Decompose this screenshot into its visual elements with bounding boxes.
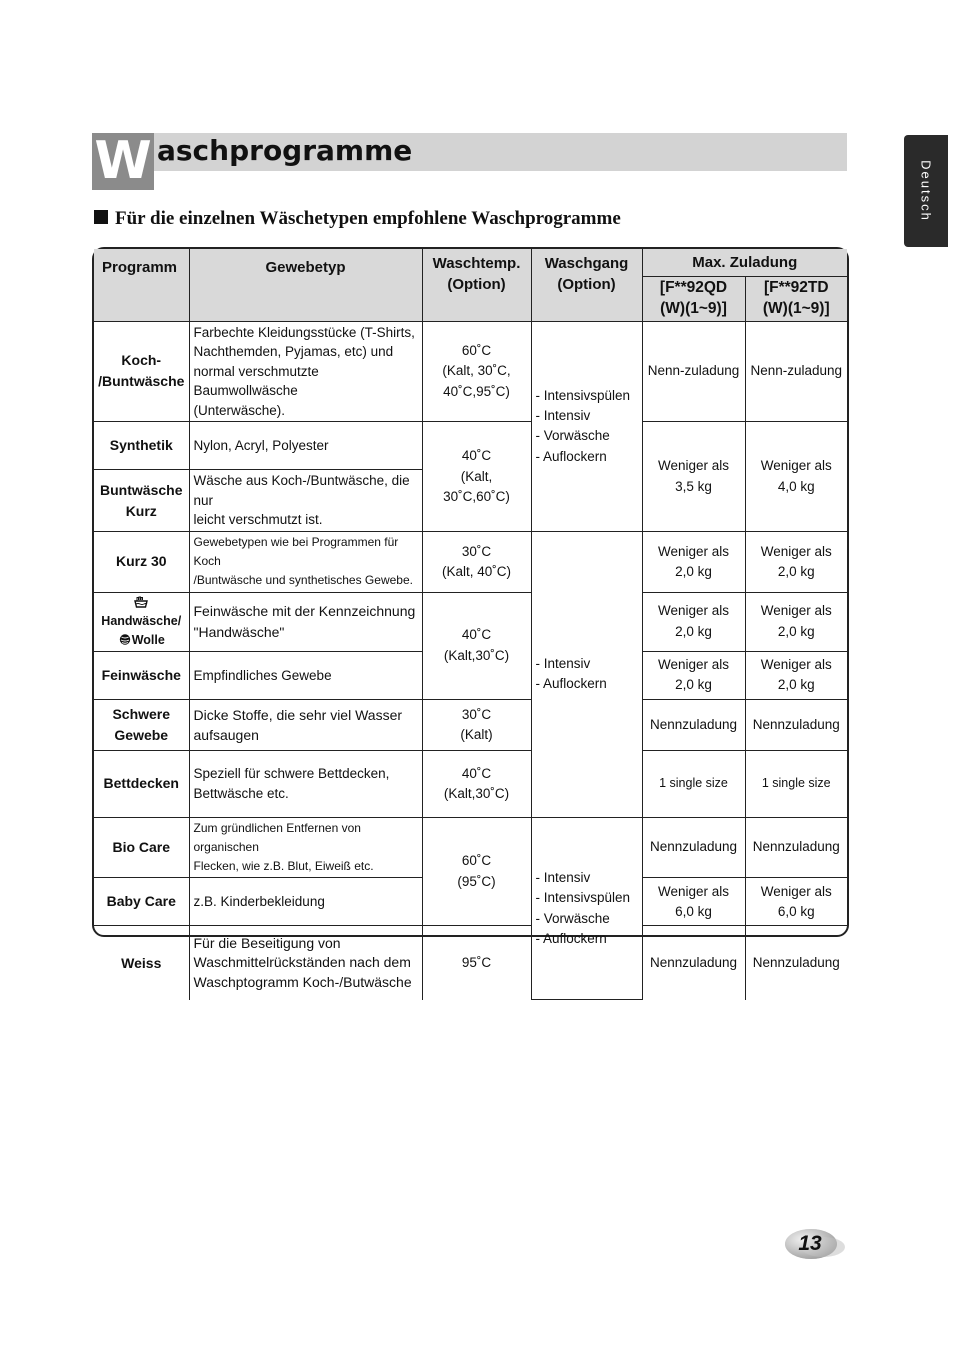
load-biocare-m2: Nennzuladung	[745, 817, 847, 878]
load-bettdecken-m2: 1 single size	[745, 750, 847, 817]
fabric-feinwaesche: Empfindliches Gewebe	[189, 651, 422, 699]
program-weiss: Weiss	[94, 926, 189, 1000]
header-gewebetyp: Gewebetyp	[189, 249, 422, 321]
load-kurz30-m1: Weniger als 2,0 kg	[642, 532, 745, 593]
language-tab-label: Deutsch	[918, 160, 934, 222]
fabric-baby-care: z.B. Kinderbekleidung	[189, 878, 422, 926]
handwash-icon	[134, 596, 148, 608]
fabric-weiss: Für die Beseitigung von Waschmittelrückständen nach dem Waschptogramm Koch-/Butwäsche	[189, 926, 422, 1000]
title-initial: W	[92, 133, 154, 190]
load-kurz30-m2: Weniger als 2,0 kg	[745, 532, 847, 593]
square-bullet-icon	[94, 210, 108, 224]
section-heading	[94, 208, 621, 230]
table-row	[94, 592, 847, 651]
header-model-2: [F**92TD (W)(1~9)]	[745, 276, 847, 321]
temp-synth-bunt: 40˚C (Kalt, 30˚C,60˚C)	[422, 422, 531, 532]
load-babycare-m1: Weniger als 6,0 kg	[642, 878, 745, 926]
load-babycare-m2: Weniger als 6,0 kg	[745, 878, 847, 926]
program-kurz30: Kurz 30	[94, 532, 189, 593]
fabric-schwere-gewebe: Dicke Stoffe, die sehr viel Wasser aufsaugen	[189, 699, 422, 750]
temp-kurz30: 30˚C (Kalt, 40˚C)	[422, 532, 531, 593]
wash-program-table	[92, 247, 849, 990]
page-title: aschprogramme	[157, 134, 413, 167]
program-bettdecken: Bettdecken	[94, 750, 189, 817]
load-koch-m2: Nenn-zuladung	[745, 321, 847, 422]
table-row	[94, 321, 847, 422]
fabric-handwaesche: Feinwäsche mit der Kennzeichnung "Handwäsche"	[189, 592, 422, 651]
fabric-kurz30: Gewebetypen wie bei Programmen für Koch /Buntwäsche und synthetisches Gewebe.	[189, 532, 422, 593]
fabric-koch: Farbechte Kleidungsstücke (T-Shirts, Nachthemden, Pyjamas, etc) und normal verschmutzte Baumwollwäsche (Unterwäsche).	[189, 321, 422, 422]
table-row	[94, 750, 847, 817]
page-number: 13	[798, 1232, 822, 1255]
program-buntwaesche-kurz: Buntwäsche Kurz	[94, 470, 189, 532]
fabric-synthetik: Nylon, Acryl, Polyester	[189, 422, 422, 470]
load-koch-m1: Nenn-zuladung	[642, 321, 745, 422]
load-synth-bunt-m2: Weniger als 4,0 kg	[745, 422, 847, 532]
load-schwere-m1: Nennzuladung	[642, 699, 745, 750]
load-schwere-m2: Nennzuladung	[745, 699, 847, 750]
program-bio-care: Bio Care	[94, 817, 189, 878]
header-waschgang: Waschgang (Option)	[531, 249, 642, 321]
table-row	[94, 532, 847, 593]
load-biocare-m1: Nennzuladung	[642, 817, 745, 878]
temp-bettdecken: 40˚C (Kalt,30˚C)	[422, 750, 531, 817]
program-baby-care: Baby Care	[94, 878, 189, 926]
fabric-bettdecken: Speziell für schwere Bettdecken, Bettwäsche etc.	[189, 750, 422, 817]
program-synthetik: Synthetik	[94, 422, 189, 470]
language-tab[interactable]	[904, 135, 948, 247]
temp-koch: 60˚C (Kalt, 30˚C, 40˚C,95˚C)	[422, 321, 531, 422]
load-weiss-m1: Nennzuladung	[642, 926, 745, 1000]
header-programm: Programm	[94, 249, 189, 321]
temp-weiss: 95˚C	[422, 926, 531, 1000]
load-weiss-m2: Nennzuladung	[745, 926, 847, 1000]
temp-schwere: 30˚C (Kalt)	[422, 699, 531, 750]
load-feinwaesche-m2: Weniger als 2,0 kg	[745, 651, 847, 699]
table-row	[94, 699, 847, 750]
wool-icon	[118, 633, 132, 645]
temp-bio-baby: 60˚C (95˚C)	[422, 817, 531, 926]
header-model-1: [F**92QD (W)(1~9)]	[642, 276, 745, 321]
table-row	[94, 817, 847, 878]
load-handwaesche-m2: Weniger als 2,0 kg	[745, 592, 847, 651]
program-handwaesche-wolle: Handwäsche/ Wolle	[94, 592, 189, 651]
fabric-bio-care: Zum gründlichen Entfernen von organischen Flecken, wie z.B. Blut, Eiweiß etc.	[189, 817, 422, 878]
header-waschtemp: Waschtemp. (Option)	[422, 249, 531, 321]
load-feinwaesche-m1: Weniger als 2,0 kg	[642, 651, 745, 699]
load-bettdecken-m1: 1 single size	[642, 750, 745, 817]
table-row	[94, 926, 847, 1000]
gang-group-1: - Intensivspülen - Intensiv - Vorwäsche - Auflockern	[531, 321, 642, 532]
temp-hand-fein: 40˚C (Kalt,30˚C)	[422, 592, 531, 699]
program-schwere-gewebe: Schwere Gewebe	[94, 699, 189, 750]
table-row	[94, 422, 847, 470]
header-max-zuladung: Max. Zuladung	[642, 249, 847, 276]
program-feinwaesche: Feinwäsche	[94, 651, 189, 699]
program-koch: Koch- /Buntwäsche	[94, 321, 189, 422]
gang-group-2: - Intensiv - Auflockern	[531, 532, 642, 818]
load-handwaesche-m1: Weniger als 2,0 kg	[642, 592, 745, 651]
fabric-buntwaesche-kurz: Wäsche aus Koch-/Buntwäsche, die nur leicht verschmutzt ist.	[189, 470, 422, 532]
section-heading-text: Für die einzelnen Wäschetypen empfohlene Waschprogramme	[115, 208, 621, 229]
gang-group-3: - Intensiv - Intensivspülen - Vorwäsche - Auflockern	[531, 817, 642, 1000]
load-synth-bunt-m1: Weniger als 3,5 kg	[642, 422, 745, 532]
